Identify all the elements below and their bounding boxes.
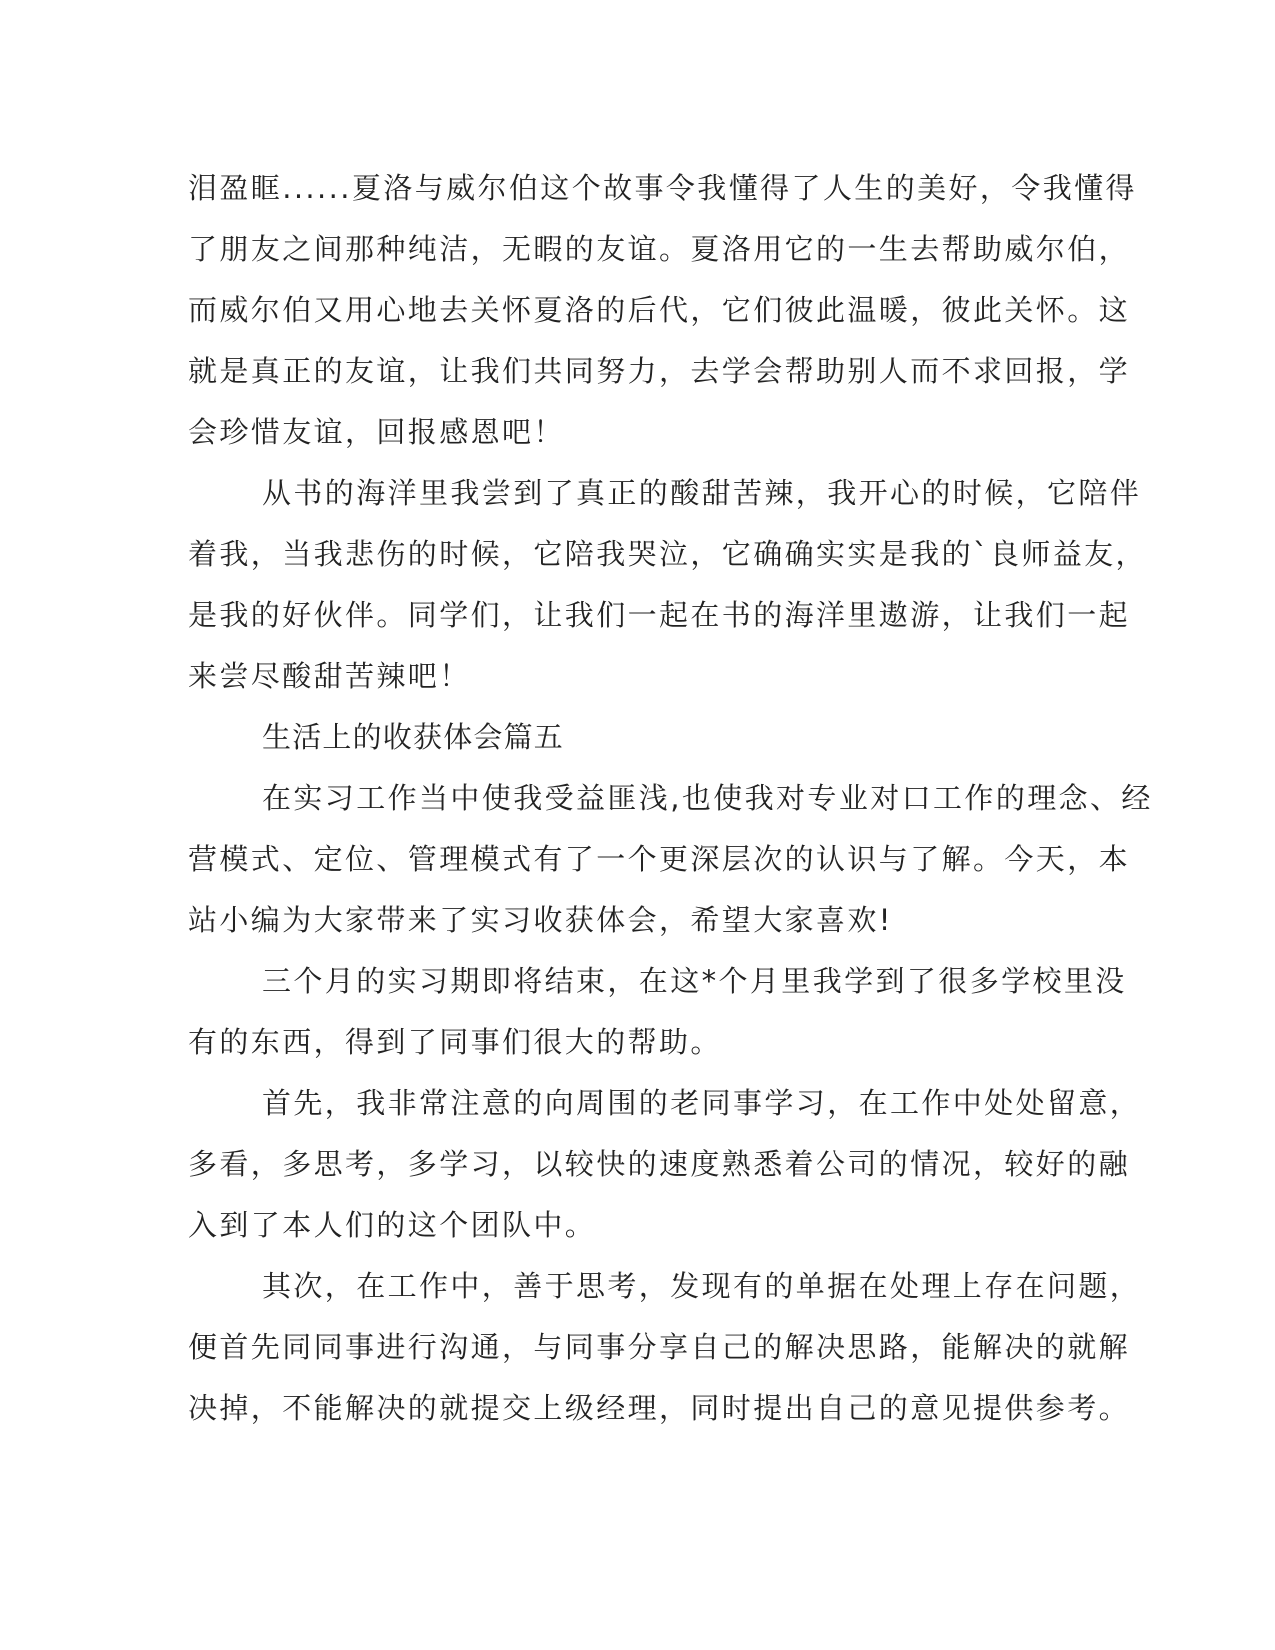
paragraph-line: 从书的海洋里我尝到了真正的酸甜苦辣，我开心的时候，它陪伴 [262,476,1142,510]
paragraph-5 [188,1073,1142,1256]
section-heading-text: 生活上的收获体会篇五 [262,720,565,754]
paragraph-3 [188,768,1153,951]
document-body [188,158,1153,1439]
section-heading [188,707,1088,768]
paragraph-2 [188,463,1147,707]
paragraph-line: 会珍惜友谊，回报感恩吧！ [188,415,565,449]
paragraph-line: 了朋友之间那种纯洁，无暇的友谊。夏洛用它的一生去帮助威尔伯， [188,232,1131,266]
paragraph-line: 入到了本人们的这个团队中。 [188,1208,597,1242]
paragraph-line: 三个月的实习期即将结束，在这*个月里我学到了很多学校里没 [262,964,1127,998]
paragraph-line: 就是真正的友谊，让我们共同努力，去学会帮助别人而不求回报，学 [188,354,1131,388]
paragraph-line: 首先，我非常注意的向周围的老同事学习，在工作中处处留意， [262,1086,1142,1120]
paragraph-line: 是我的好伙伴。同学们，让我们一起在书的海洋里遨游，让我们一起 [188,598,1131,632]
paragraph-line: 营模式、定位、管理模式有了一个更深层次的认识与了解。今天，本 [188,842,1131,876]
paragraph-1 [188,158,1137,463]
paragraph-line: 有的东西，得到了同事们很大的帮助。 [188,1025,722,1059]
paragraph-line: 站小编为大家带来了实习收获体会，希望大家喜欢! [188,903,893,937]
paragraph-line: 而威尔伯又用心地去关怀夏洛的后代，它们彼此温暖，彼此关怀。这 [188,293,1131,327]
paragraph-line: 在实习工作当中使我受益匪浅,也使我对专业对口工作的理念、经 [262,781,1153,815]
paragraph-line: 便首先同同事进行沟通，与同事分享自己的解决思路，能解决的就解 [188,1330,1131,1364]
paragraph-line: 决掉，不能解决的就提交上级经理，同时提出自己的意见提供参考。 [188,1391,1131,1425]
paragraph-line: 其次，在工作中，善于思考，发现有的单据在处理上存在问题， [262,1269,1142,1303]
paragraph-line: 来尝尽酸甜苦辣吧！ [188,659,471,693]
paragraph-line: 着我，当我悲伤的时候，它陪我哭泣，它确确实实是我的`良师益友， [188,537,1147,571]
paragraph-4 [188,951,1127,1073]
paragraph-line: 多看，多思考，多学习，以较快的速度熟悉着公司的情况，较好的融 [188,1147,1131,1181]
paragraph-line: 泪盈眶......夏洛与威尔伯这个故事令我懂得了人生的美好，令我懂得 [188,171,1137,205]
paragraph-6 [188,1256,1142,1439]
